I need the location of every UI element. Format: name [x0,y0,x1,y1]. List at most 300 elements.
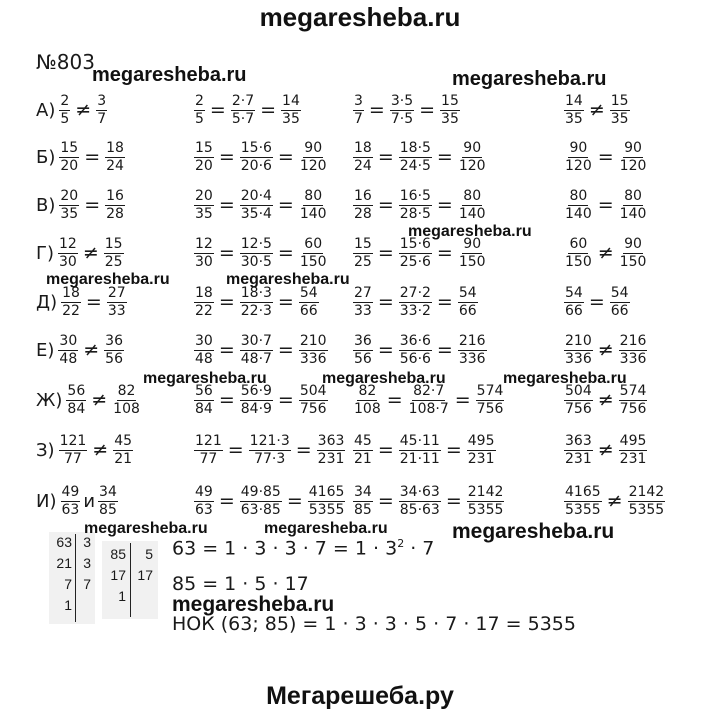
denominator: 5355 [467,501,504,518]
watermark: megaresheba.ru [452,520,615,543]
denominator: 140 [458,205,486,222]
numerator: 574 [476,382,504,399]
denominator: 25 [354,253,372,270]
fraction [399,286,432,318]
fraction [628,485,666,517]
task-number: №803 [36,50,95,74]
numerator: 56 [67,382,86,399]
equation-c4 [563,88,631,132]
denominator: 7 [354,110,363,127]
operator: = [218,339,235,361]
numerator: 216 [458,332,486,349]
row-label: З) [36,439,55,461]
fraction [353,434,373,466]
denominator: 77 [199,450,218,467]
equation-c4 [563,328,648,372]
equation-c3 [352,428,497,472]
operator: = [295,439,312,461]
denominator: 25 [104,253,123,270]
denominator: 84 [195,400,213,417]
numerator: 16 [106,187,124,204]
factor-value: 21 [56,555,72,571]
factor-85-divisors [135,544,153,586]
denominator: 28·5 [399,205,431,222]
equation-c4 [563,183,648,227]
fraction [240,485,282,517]
numerator: 56·9 [240,382,272,399]
operator: = [445,490,462,512]
fraction [619,434,648,466]
watermark: megaresheba.ru [322,370,446,387]
operator: ≠ [597,389,614,411]
equation-c2 [193,479,346,523]
fraction [299,286,319,318]
operator: = [218,242,235,264]
denominator: 120 [619,157,647,174]
denominator: 108 [113,400,140,417]
site-footer[interactable]: Мегарешеба.ру [266,682,454,710]
fraction [299,334,328,366]
denominator: 231 [467,450,495,467]
fraction [194,189,214,221]
operator: = [218,389,235,411]
denominator: 84·9 [240,400,272,417]
operator: = [277,242,294,264]
row-label: А) [36,99,56,121]
equation-c1 [36,328,125,372]
numerator: 18·3 [240,284,272,301]
denominator: 5355 [628,501,665,518]
operator: = [436,339,453,361]
denominator: 7·5 [390,110,414,127]
numerator: 121 [195,432,222,449]
lcm-formula: НОК (63; 85) = 1 · 3 · 3 · 5 · 7 · 17 = 5355 [172,613,576,635]
numerator: 18 [106,139,124,156]
numerator: 34·63 [399,483,440,500]
numerator: 20·4 [240,187,272,204]
denominator: 28 [354,205,372,222]
denominator: 33 [107,302,126,319]
factor-63-divider [75,534,76,622]
denominator: 231 [565,450,592,467]
fraction [194,94,205,126]
equation-c1 [36,479,119,523]
row-label: И) [36,490,57,512]
denominator: 77 [64,450,82,467]
fraction [458,334,487,366]
watermark: megaresheba.ru [84,520,208,537]
factor-value: 85 [110,546,126,562]
equation-c2 [193,135,329,179]
numerator: 4165 [308,483,345,500]
fraction [564,237,593,269]
fraction [58,334,78,366]
numerator: 504 [565,382,592,399]
denominator: 35 [282,110,300,127]
operator: = [85,291,102,313]
operator: ≠ [75,99,92,121]
fraction [299,141,328,173]
operator: = [218,490,235,512]
numerator: 30 [195,332,213,349]
fraction [104,237,124,269]
fraction [619,189,648,221]
row-label: Б) [36,146,56,168]
factorization-85: 85 = 1 · 5 · 17 [172,573,309,595]
exercise-row [0,135,720,179]
numerator: 20 [195,187,213,204]
equation-c1 [36,135,126,179]
operator: = [218,291,235,313]
numerator: 12 [195,235,213,252]
numerator: 90 [624,139,642,156]
numerator: 45·11 [399,432,440,449]
fraction [619,237,648,269]
numerator: 15·6 [399,235,431,252]
fraction [564,94,584,126]
formula-exponent: 2 [397,537,405,550]
denominator: 24·5 [399,157,431,174]
operator: = [277,339,294,361]
numerator: 90 [624,235,642,252]
denominator: 21·11 [399,450,440,467]
numerator: 36 [105,332,123,349]
denominator: 336 [619,350,647,367]
numerator: 18 [195,284,213,301]
numerator: 14 [282,92,300,109]
denominator: 25·6 [399,253,431,270]
numerator: 34 [354,483,372,500]
operator: = [386,389,403,411]
denominator: 35 [610,110,629,127]
operator: = [377,291,394,313]
fraction [281,94,301,126]
equation-c2 [193,328,329,372]
equation-c4 [563,231,648,275]
exercise-row [0,479,720,523]
fraction [610,94,630,126]
numerator: 49 [61,483,80,500]
fraction [59,141,79,173]
fraction [317,434,346,466]
numerator: 12·5 [240,235,272,252]
denominator: 140 [619,205,647,222]
operator: = [277,194,294,216]
equation-c2 [193,231,329,275]
denominator: 108 [354,400,381,417]
operator: = [277,146,294,168]
denominator: 22 [195,302,213,319]
factor-value: 3 [83,555,91,571]
fraction [61,286,81,318]
row-label: Д) [36,291,58,313]
operator: = [286,490,303,512]
operator: ≠ [597,242,614,264]
denominator: 85 [99,501,117,518]
equation-c2 [193,428,346,472]
numerator: 60 [569,235,588,252]
numerator: 45 [114,432,133,449]
denominator: 33 [354,302,372,319]
fraction [399,141,432,173]
denominator: 84 [67,400,86,417]
fraction [564,141,593,173]
operator: = [377,194,394,216]
denominator: 231 [317,450,345,467]
fraction [240,334,273,366]
numerator: 18 [62,284,80,301]
formula-text: · 7 [404,537,435,560]
equation-c3 [352,328,488,372]
denominator: 22 [62,302,80,319]
watermark: megaresheba.ru [452,68,607,90]
equation-c1 [36,183,126,227]
operator: = [227,439,244,461]
numerator: 16·5 [399,187,431,204]
watermark: megaresheba.ru [408,223,532,240]
numerator: 18 [354,139,372,156]
denominator: 24 [106,157,124,174]
fraction [240,237,273,269]
fraction [59,94,70,126]
operator: = [84,146,101,168]
operator: = [454,389,471,411]
denominator: 336 [299,350,327,367]
fraction [399,334,432,366]
denominator: 48 [195,350,213,367]
fraction [353,141,373,173]
fraction [194,384,214,416]
factor-table-63 [49,532,95,624]
fraction [240,141,273,173]
fraction [564,384,593,416]
factor-value: 63 [56,534,72,550]
numerator: 27·2 [399,284,431,301]
denominator: 5355 [308,501,345,518]
fraction [399,189,432,221]
conjunction: и [83,490,96,512]
fraction [564,286,584,318]
denominator: 66 [299,302,318,319]
fraction [105,189,125,221]
operator: ≠ [597,439,614,461]
numerator: 121 [59,432,87,449]
denominator: 150 [565,253,592,270]
numerator: 15 [441,92,459,109]
denominator: 5355 [565,501,601,518]
fraction [353,334,373,366]
denominator: 120 [299,157,327,174]
fraction [66,384,86,416]
operator: = [436,242,453,264]
exercise-row [0,183,720,227]
fraction [564,434,593,466]
numerator: 363 [317,432,345,449]
numerator: 363 [565,432,592,449]
fraction [240,286,273,318]
denominator: 24 [354,157,372,174]
fraction [194,141,214,173]
denominator: 56 [354,350,372,367]
formula-text: 63 = 1 · 3 · 3 · 7 = 1 · 3 [172,537,398,560]
fraction [59,189,79,221]
fraction [249,434,291,466]
fraction [61,485,81,517]
denominator: 35·4 [240,205,272,222]
denominator: 33·2 [399,302,431,319]
fraction [96,94,107,126]
fraction [564,485,602,517]
numerator: 15 [104,235,123,252]
denominator: 5·7 [231,110,255,127]
numerator: 3 [354,92,363,109]
denominator: 756 [299,400,327,417]
numerator: 18·5 [399,139,431,156]
fraction [299,189,328,221]
numerator: 49·85 [240,483,281,500]
numerator: 82 [117,382,136,399]
denominator: 66 [610,302,629,319]
denominator: 5 [195,110,204,127]
denominator: 30 [59,253,77,270]
fraction [353,286,373,318]
operator: = [377,490,394,512]
site-header[interactable]: megaresheba.ru [259,2,461,32]
numerator: 90 [463,139,482,156]
fraction [107,286,127,318]
numerator: 4165 [565,483,601,500]
operator: ≠ [606,490,623,512]
operator: ≠ [83,339,100,361]
numerator: 16 [354,187,372,204]
denominator: 120 [565,157,592,174]
numerator: 15 [195,139,213,156]
numerator: 54 [565,284,583,301]
fraction [59,434,88,466]
denominator: 150 [299,253,327,270]
denominator: 336 [458,350,486,367]
numerator: 2·7 [231,92,255,109]
numerator: 504 [299,382,327,399]
fraction [113,434,133,466]
numerator: 60 [304,235,323,252]
fraction [467,434,496,466]
operator: = [84,194,101,216]
denominator: 35 [60,205,79,222]
denominator: 85 [354,501,372,518]
watermark: megaresheba.ru [172,593,335,616]
numerator: 20 [60,187,79,204]
numerator: 27 [354,284,372,301]
operator: ≠ [82,242,99,264]
numerator: 82·7 [413,382,445,399]
operator: = [597,146,614,168]
denominator: 28 [106,205,124,222]
fraction [194,485,214,517]
equation-c3 [352,479,505,523]
operator: ≠ [597,339,614,361]
numerator: 15 [354,235,372,252]
denominator: 56 [105,350,123,367]
denominator: 66 [565,302,583,319]
denominator: 150 [619,253,647,270]
fraction [564,189,593,221]
fraction [399,434,441,466]
denominator: 21 [114,450,133,467]
fraction [399,237,432,269]
fraction [231,94,255,126]
factor-85-dividends [104,544,126,607]
row-label: Ж) [36,389,63,411]
factor-table-85 [102,541,158,619]
numerator: 30·7 [240,332,272,349]
denominator: 140 [299,205,327,222]
numerator: 15 [60,139,79,156]
fraction [353,189,373,221]
numerator: 3 [97,92,107,109]
operator: = [597,194,614,216]
watermark: megaresheba.ru [92,64,247,86]
operator: = [218,146,235,168]
equation-c3 [352,135,488,179]
operator: = [377,146,394,168]
factor-value: 5 [145,546,153,562]
denominator: 35 [565,110,583,127]
denominator: 150 [458,253,486,270]
numerator: 34 [99,483,117,500]
factor-value: 3 [83,534,91,550]
denominator: 35 [441,110,459,127]
numerator: 90 [304,139,323,156]
equation-c4 [563,428,648,472]
fraction [440,94,460,126]
exercise-row [0,428,720,472]
numerator: 495 [619,432,647,449]
operator: = [445,439,462,461]
numerator: 90 [569,139,588,156]
numerator: 495 [467,432,495,449]
equation-c1 [36,88,108,132]
numerator: 80 [463,187,482,204]
denominator: 48 [59,350,78,367]
row-label: В) [36,194,56,216]
numerator: 27 [107,284,126,301]
factor-value: 1 [64,597,72,613]
numerator: 2142 [628,483,665,500]
fraction [194,237,214,269]
fraction [194,434,223,466]
numerator: 2 [60,92,70,109]
factor-85-divider [130,543,131,617]
denominator: 756 [565,400,592,417]
operator: = [209,99,226,121]
numerator: 210 [565,332,592,349]
numerator: 574 [619,382,647,399]
fraction [105,141,125,173]
denominator: 756 [476,400,504,417]
denominator: 120 [458,157,486,174]
denominator: 22·3 [240,302,272,319]
denominator: 20 [195,157,213,174]
denominator: 20·6 [240,157,272,174]
numerator: 15 [610,92,629,109]
fraction [619,334,648,366]
fraction [353,485,373,517]
operator: ≠ [91,389,108,411]
numerator: 56 [195,382,213,399]
factor-value: 1 [118,588,126,604]
denominator: 336 [565,350,592,367]
